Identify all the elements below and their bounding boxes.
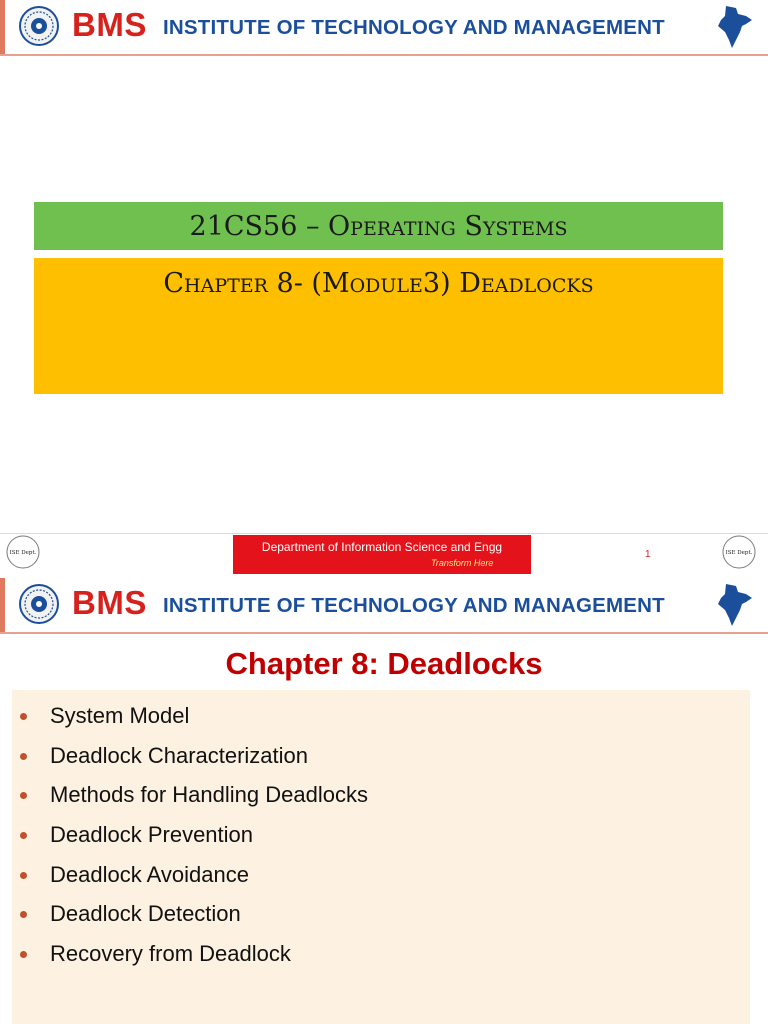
bullet-icon [20, 872, 27, 879]
seal-text: ISE Dept. [725, 550, 753, 556]
course-title: 21CS56 – Operating Systems [189, 210, 568, 242]
topic-label: Deadlock Characterization [50, 742, 309, 768]
list-item [12, 736, 368, 776]
topic-label: System Model [50, 703, 190, 728]
college-emblem-icon [18, 583, 60, 625]
bullet-icon [20, 792, 27, 799]
footer-tagline: Transform Here [431, 558, 494, 568]
ise-seal-right-icon [722, 535, 756, 569]
topic-list [12, 696, 368, 974]
header-accent-bar [0, 0, 5, 54]
india-map-icon [712, 582, 756, 628]
list-item [12, 934, 368, 974]
slide-2 [0, 578, 768, 1024]
bullet-icon [20, 753, 27, 760]
bullet-icon [20, 713, 27, 720]
institute-name: INSTITUTE OF TECHNOLOGY AND MANAGEMENT [163, 594, 665, 617]
footer-department: Department of Information Science and Engg [261, 540, 503, 554]
footer-divider [0, 533, 768, 534]
footer-banner [233, 535, 531, 574]
chapter-title-box [34, 258, 723, 394]
topic-label: Recovery from Deadlock [50, 941, 291, 967]
bullet-icon [20, 911, 27, 918]
brand-name: BMS [72, 6, 147, 43]
brand-name: BMS [72, 584, 147, 621]
chapter-title: Chapter 8- (Module3) Deadlocks [163, 268, 594, 299]
list-item [12, 696, 368, 736]
header-accent-bar [0, 578, 5, 632]
list-item [12, 894, 368, 934]
seal-text: ISE Dept. [9, 550, 37, 556]
ise-seal-left-icon [6, 535, 40, 569]
course-title-bar [34, 202, 723, 250]
page-number: 1 [645, 549, 651, 560]
topics-box [12, 690, 750, 1024]
bullet-icon [20, 951, 27, 958]
list-item [12, 775, 368, 815]
institute-name: INSTITUTE OF TECHNOLOGY AND MANAGEMENT [163, 16, 665, 39]
topic-label: Methods for Handling Deadlocks [50, 782, 368, 808]
college-emblem-icon [18, 5, 60, 47]
slide-title: Chapter 8: Deadlocks [225, 646, 543, 681]
bullet-icon [20, 832, 27, 839]
slide-header [0, 0, 768, 56]
topic-label: Deadlock Detection [50, 901, 241, 927]
list-item [12, 855, 368, 895]
list-item [12, 815, 368, 855]
slide-header [0, 578, 768, 634]
topic-label: Deadlock Avoidance [50, 861, 249, 887]
india-map-icon [712, 4, 756, 50]
topic-label: Deadlock Prevention [50, 822, 254, 848]
